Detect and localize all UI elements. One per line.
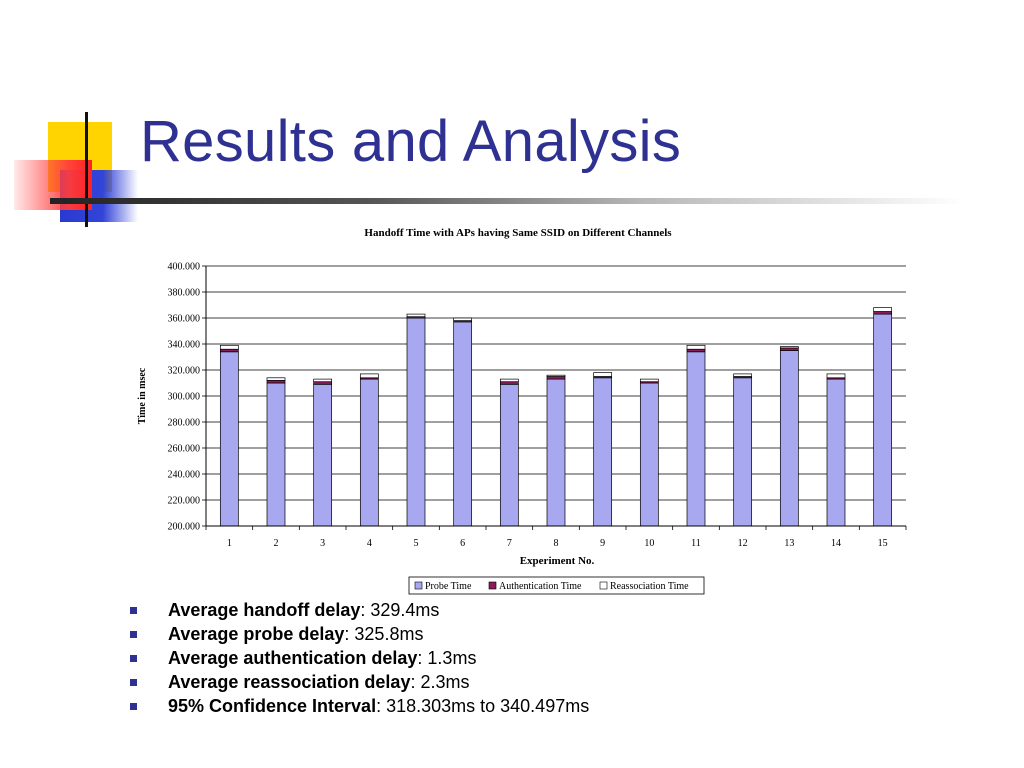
y-tick-label: 220.000: [167, 495, 200, 507]
bar-probe: [547, 379, 565, 526]
x-tick-label: 13: [784, 538, 795, 549]
legend-swatch: [600, 582, 607, 589]
stat-label: Average probe delay: [168, 624, 345, 644]
bar-reassociation: [454, 318, 472, 321]
x-tick-label: 11: [691, 538, 701, 549]
legend-label: Reassociation Time: [610, 581, 689, 592]
x-tick-label: 4: [366, 538, 372, 549]
square-bullet-icon: [130, 607, 137, 614]
bar-probe: [734, 378, 752, 526]
chart-title: Handoff Time with APs having Same SSID on Different Channels: [364, 227, 672, 239]
slide-title: Results and Analysis: [140, 109, 682, 174]
stat-value: : 329.4ms: [360, 600, 440, 620]
bar-probe: [314, 384, 332, 526]
bar-probe: [874, 314, 892, 526]
bar-authentication: [500, 382, 518, 385]
bar-authentication: [547, 377, 565, 380]
y-axis-ticks: [168, 262, 207, 533]
legend-label: Authentication Time: [499, 581, 582, 592]
bar-probe: [360, 379, 378, 526]
y-tick-label: 260.000: [167, 443, 200, 455]
chart-legend: [409, 577, 704, 594]
x-tick-label: 12: [737, 538, 748, 549]
stat-item: [130, 694, 589, 718]
bar-probe: [827, 379, 845, 526]
y-tick-label: 280.000: [167, 417, 200, 429]
bar-probe: [407, 318, 425, 526]
bar-probe: [594, 378, 612, 526]
decor-vertical-line: [85, 112, 88, 227]
square-bullet-icon: [130, 679, 137, 686]
bar-probe: [780, 351, 798, 527]
x-tick-label: 7: [506, 538, 512, 549]
square-bullet-icon: [130, 655, 137, 662]
square-bullet-icon: [130, 703, 137, 710]
stat-item: [130, 598, 589, 622]
y-tick-label: 380.000: [167, 287, 200, 299]
chart-bars: [220, 308, 891, 526]
bar-reassociation: [500, 379, 518, 382]
y-axis-label: Time in msec: [137, 367, 148, 425]
bar-reassociation: [594, 373, 612, 377]
y-tick-label: 320.000: [167, 365, 200, 377]
stat-item: [130, 622, 589, 646]
stat-label: 95% Confidence Interval: [168, 696, 377, 716]
stat-label: Average handoff delay: [168, 600, 361, 620]
y-tick-label: 200.000: [167, 521, 200, 533]
square-bullet-icon: [130, 631, 137, 638]
y-tick-label: 300.000: [167, 391, 200, 403]
x-tick-label: 1: [226, 538, 232, 549]
bar-authentication: [267, 380, 285, 383]
x-tick-label: 2: [273, 538, 279, 549]
stat-value: : 1.3ms: [417, 648, 477, 668]
bar-reassociation: [687, 345, 705, 349]
y-tick-label: 240.000: [167, 469, 200, 481]
bar-reassociation: [314, 379, 332, 382]
stat-value: : 2.3ms: [410, 672, 470, 692]
x-tick-label: 3: [320, 538, 326, 549]
bar-probe: [640, 383, 658, 526]
legend-swatch: [415, 582, 422, 589]
stat-label: Average authentication delay: [168, 648, 418, 668]
x-axis-ticks: [206, 526, 906, 549]
legend-label: Probe Time: [425, 581, 472, 592]
bar-probe: [500, 384, 518, 526]
bar-reassociation: [547, 375, 565, 376]
y-tick-label: 400.000: [167, 261, 200, 273]
x-tick-label: 5: [413, 538, 419, 549]
bar-reassociation: [827, 374, 845, 378]
bar-probe: [687, 352, 705, 526]
stat-item: [130, 646, 589, 670]
x-tick-label: 10: [644, 538, 655, 549]
x-tick-label: 15: [877, 538, 888, 549]
bar-probe: [267, 383, 285, 526]
y-tick-label: 360.000: [167, 313, 200, 325]
bar-authentication: [874, 312, 892, 315]
bar-reassociation: [220, 345, 238, 349]
bar-reassociation: [734, 374, 752, 377]
stat-label: Average reassociation delay: [168, 672, 411, 692]
bar-probe: [454, 322, 472, 526]
x-tick-label: 9: [600, 538, 606, 549]
bar-authentication: [220, 349, 238, 352]
stat-value: : 325.8ms: [344, 624, 424, 644]
bar-reassociation: [874, 308, 892, 312]
y-tick-label: 340.000: [167, 339, 200, 351]
stat-item: [130, 670, 589, 694]
bar-reassociation: [640, 379, 658, 382]
x-tick-label: 6: [460, 538, 466, 549]
handoff-time-chart: [120, 218, 920, 598]
bar-reassociation: [267, 378, 285, 381]
stats-list: [130, 598, 589, 718]
x-axis-label: Experiment No.: [519, 555, 595, 567]
bar-probe: [220, 352, 238, 526]
bar-reassociation: [780, 347, 798, 348]
x-tick-label: 8: [553, 538, 559, 549]
stat-value: : 318.303ms to 340.497ms: [376, 696, 590, 716]
bar-reassociation: [360, 374, 378, 378]
bar-reassociation: [407, 314, 425, 317]
bar-authentication: [780, 348, 798, 351]
bar-authentication: [314, 382, 332, 385]
legend-swatch: [489, 582, 496, 589]
bar-authentication: [687, 349, 705, 352]
x-tick-label: 14: [831, 538, 841, 549]
title-underline: [50, 198, 965, 204]
